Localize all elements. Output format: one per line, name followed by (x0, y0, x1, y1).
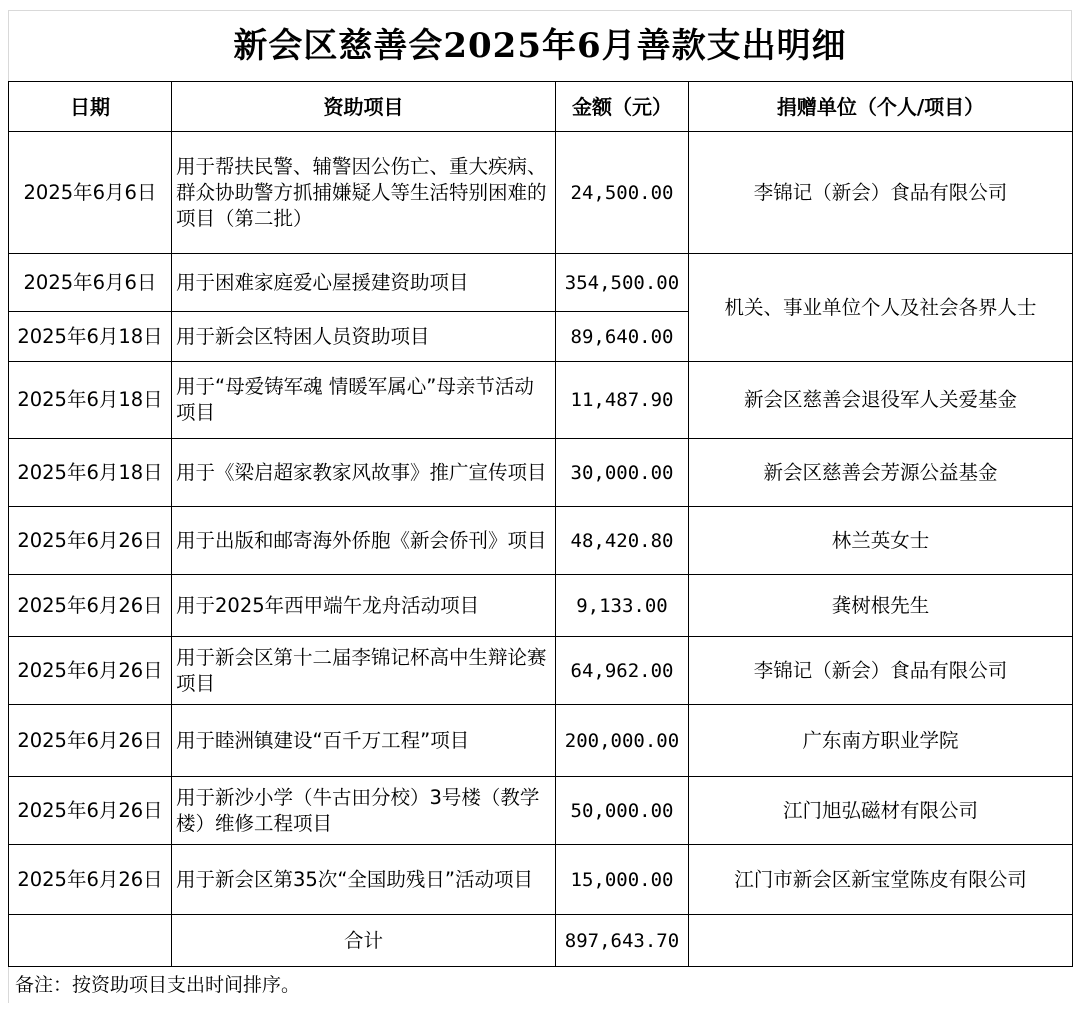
row-donor: 广东南方职业学院 (689, 705, 1073, 777)
table-row (9, 254, 1073, 312)
row-project: 用于睦洲镇建设“百千万工程”项目 (172, 705, 556, 777)
table-row (9, 507, 1073, 575)
table-row (9, 439, 1073, 507)
row-amount: 15,000.00 (556, 845, 689, 915)
row-date: 2025年6月18日 (9, 362, 172, 439)
row-donor: 江门旭弘磁材有限公司 (689, 777, 1073, 845)
total-label: 合计 (172, 915, 556, 967)
row-date: 2025年6月6日 (9, 132, 172, 254)
table-row (9, 705, 1073, 777)
row-date: 2025年6月26日 (9, 845, 172, 915)
row-amount: 48,420.80 (556, 507, 689, 575)
row-amount: 50,000.00 (556, 777, 689, 845)
row-amount: 200,000.00 (556, 705, 689, 777)
row-project: 用于新会区第十二届李锦记杯高中生辩论赛项目 (172, 637, 556, 705)
row-amount: 354,500.00 (556, 254, 689, 312)
row-date: 2025年6月6日 (9, 254, 172, 312)
row-project: 用于《梁启超家教家风故事》推广宣传项目 (172, 439, 556, 507)
table-row (9, 845, 1073, 915)
row-amount: 89,640.00 (556, 312, 689, 362)
header-donor: 捐赠单位（个人/项目） (689, 82, 1073, 132)
header-date: 日期 (9, 82, 172, 132)
row-amount: 30,000.00 (556, 439, 689, 507)
row-project: 用于2025年西甲端午龙舟活动项目 (172, 575, 556, 637)
row-donor: 李锦记（新会）食品有限公司 (689, 637, 1073, 705)
table-row (9, 575, 1073, 637)
row-date: 2025年6月26日 (9, 705, 172, 777)
total-empty-cell (689, 915, 1073, 967)
header-project: 资助项目 (172, 82, 556, 132)
total-amount: 897,643.70 (556, 915, 689, 967)
row-project: 用于新沙小学（牛古田分校）3号楼（教学楼）维修工程项目 (172, 777, 556, 845)
row-amount: 64,962.00 (556, 637, 689, 705)
row-project: 用于困难家庭爱心屋援建资助项目 (172, 254, 556, 312)
total-row (9, 915, 1073, 967)
row-amount: 24,500.00 (556, 132, 689, 254)
expense-table (8, 81, 1073, 967)
table-row (9, 637, 1073, 705)
header-amount: 金额（元） (556, 82, 689, 132)
row-amount: 9,133.00 (556, 575, 689, 637)
row-date: 2025年6月18日 (9, 312, 172, 362)
row-date: 2025年6月26日 (9, 507, 172, 575)
row-donor: 龚树根先生 (689, 575, 1073, 637)
row-project: 用于帮扶民警、辅警因公伤亡、重大疾病、群众协助警方抓捕嫌疑人等生活特别困难的项目（第二批） (172, 132, 556, 254)
table-row (9, 132, 1073, 254)
row-project: 用于新会区第35次“全国助残日”活动项目 (172, 845, 556, 915)
row-date: 2025年6月26日 (9, 637, 172, 705)
header-row (9, 82, 1073, 132)
row-donor: 林兰英女士 (689, 507, 1073, 575)
total-empty-cell (9, 915, 172, 967)
footnote: 备注：按资助项目支出时间排序。 (8, 967, 1072, 1003)
sheet (8, 10, 1072, 1003)
row-donor: 江门市新会区新宝堂陈皮有限公司 (689, 845, 1073, 915)
row-donor: 李锦记（新会）食品有限公司 (689, 132, 1073, 254)
row-project: 用于“母爱铸军魂 情暖军属心”母亲节活动项目 (172, 362, 556, 439)
row-donor: 机关、事业单位个人及社会各界人士 (689, 254, 1073, 362)
row-project: 用于新会区特困人员资助项目 (172, 312, 556, 362)
row-project: 用于出版和邮寄海外侨胞《新会侨刊》项目 (172, 507, 556, 575)
row-donor: 新会区慈善会芳源公益基金 (689, 439, 1073, 507)
row-date: 2025年6月26日 (9, 575, 172, 637)
table-row (9, 777, 1073, 845)
table-row (9, 362, 1073, 439)
row-amount: 11,487.90 (556, 362, 689, 439)
row-donor: 新会区慈善会退役军人关爱基金 (689, 362, 1073, 439)
row-date: 2025年6月26日 (9, 777, 172, 845)
row-date: 2025年6月18日 (9, 439, 172, 507)
page-title: 新会区慈善会2025年6月善款支出明细 (8, 10, 1072, 81)
